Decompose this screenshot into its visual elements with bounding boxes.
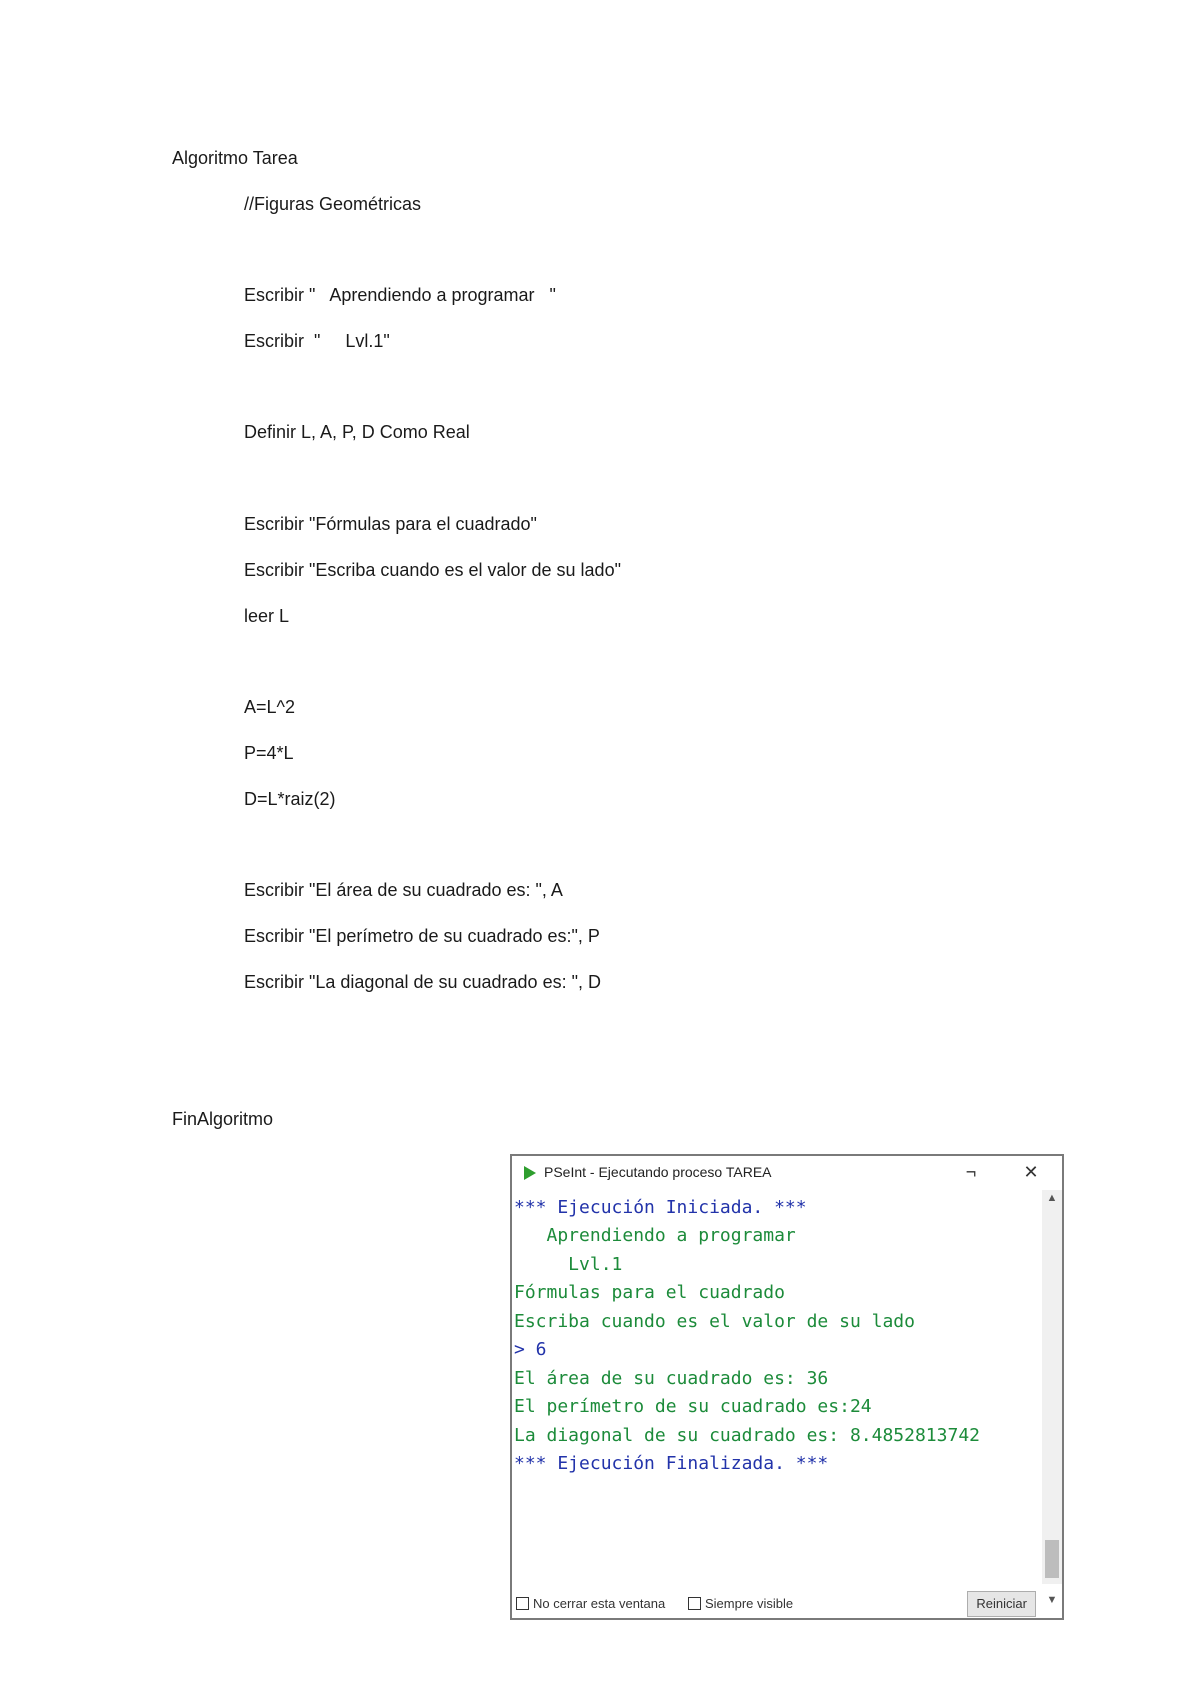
code-line-escribir-formulas: Escribir "Fórmulas para el cuadrado" — [244, 514, 537, 534]
restart-button[interactable]: Reiniciar — [967, 1591, 1036, 1617]
scroll-thumb[interactable] — [1045, 1540, 1059, 1578]
window-footer — [512, 1588, 1062, 1618]
console-line-input: > 6 — [514, 1339, 547, 1360]
console-line: El perímetro de su cuadrado es:24 — [514, 1396, 872, 1417]
console-line: Escriba cuando es el valor de su lado — [514, 1311, 915, 1332]
pseint-window — [510, 1154, 1064, 1620]
scroll-down-arrow-icon[interactable]: ▼ — [1046, 1594, 1058, 1606]
console-line-end: *** Ejecución Finalizada. *** — [514, 1453, 829, 1474]
code-line-algoritmo: Algoritmo Tarea — [172, 148, 298, 168]
code-line-escribir-aprendiendo: Escribir " Aprendiendo a programar " — [244, 285, 556, 305]
code-line-diagonal: D=L*raiz(2) — [244, 789, 336, 809]
console-line: Aprendiendo a programar — [514, 1225, 796, 1246]
always-visible-checkbox[interactable] — [688, 1596, 793, 1611]
keep-open-checkbox[interactable] — [516, 1596, 665, 1611]
code-line-escribir-diagonal: Escribir "La diagonal de su cuadrado es: ", D — [244, 972, 601, 992]
window-title: PSeInt - Ejecutando proceso TAREA — [544, 1164, 772, 1180]
window-titlebar[interactable] — [512, 1156, 1062, 1190]
always-visible-label: Siempre visible — [705, 1596, 794, 1611]
code-line-area: A=L^2 — [244, 697, 295, 717]
console-output[interactable] — [512, 1190, 1044, 1584]
code-line-definir: Definir L, A, P, D Como Real — [244, 422, 470, 442]
console-line: La diagonal de su cuadrado es: 8.4852813742 — [514, 1425, 980, 1446]
pseint-logo-icon — [524, 1166, 536, 1180]
code-line-escribir-lvl: Escribir " Lvl.1" — [244, 331, 390, 351]
scroll-up-arrow-icon[interactable]: ▲ — [1046, 1192, 1058, 1204]
console-scrollbar[interactable] — [1042, 1190, 1062, 1584]
console-line: El área de su cuadrado es: 36 — [514, 1368, 829, 1389]
code-line-comment: //Figuras Geométricas — [244, 194, 422, 214]
keep-open-label: No cerrar esta ventana — [533, 1596, 666, 1611]
console-line: Lvl.1 — [514, 1254, 623, 1275]
console-line-start: *** Ejecución Iniciada. *** — [514, 1197, 807, 1218]
code-line-finalgoritmo: FinAlgoritmo — [172, 1109, 274, 1129]
code-line-escribir-escriba: Escribir "Escriba cuando es el valor de su lado" — [244, 560, 621, 580]
console-line: Fórmulas para el cuadrado — [514, 1282, 785, 1303]
checkbox-icon[interactable] — [516, 1597, 529, 1610]
code-line-escribir-perimetro: Escribir "El perímetro de su cuadrado es:", P — [244, 926, 600, 946]
maximize-button[interactable]: ¬ — [965, 1162, 977, 1182]
checkbox-icon[interactable] — [688, 1597, 701, 1610]
close-button[interactable]: ✕ — [1023, 1162, 1039, 1182]
code-line-perimetro: P=4*L — [244, 743, 294, 763]
code-line-escribir-area: Escribir "El área de su cuadrado es: ", A — [244, 880, 563, 900]
code-line-leer: leer L — [244, 606, 290, 626]
